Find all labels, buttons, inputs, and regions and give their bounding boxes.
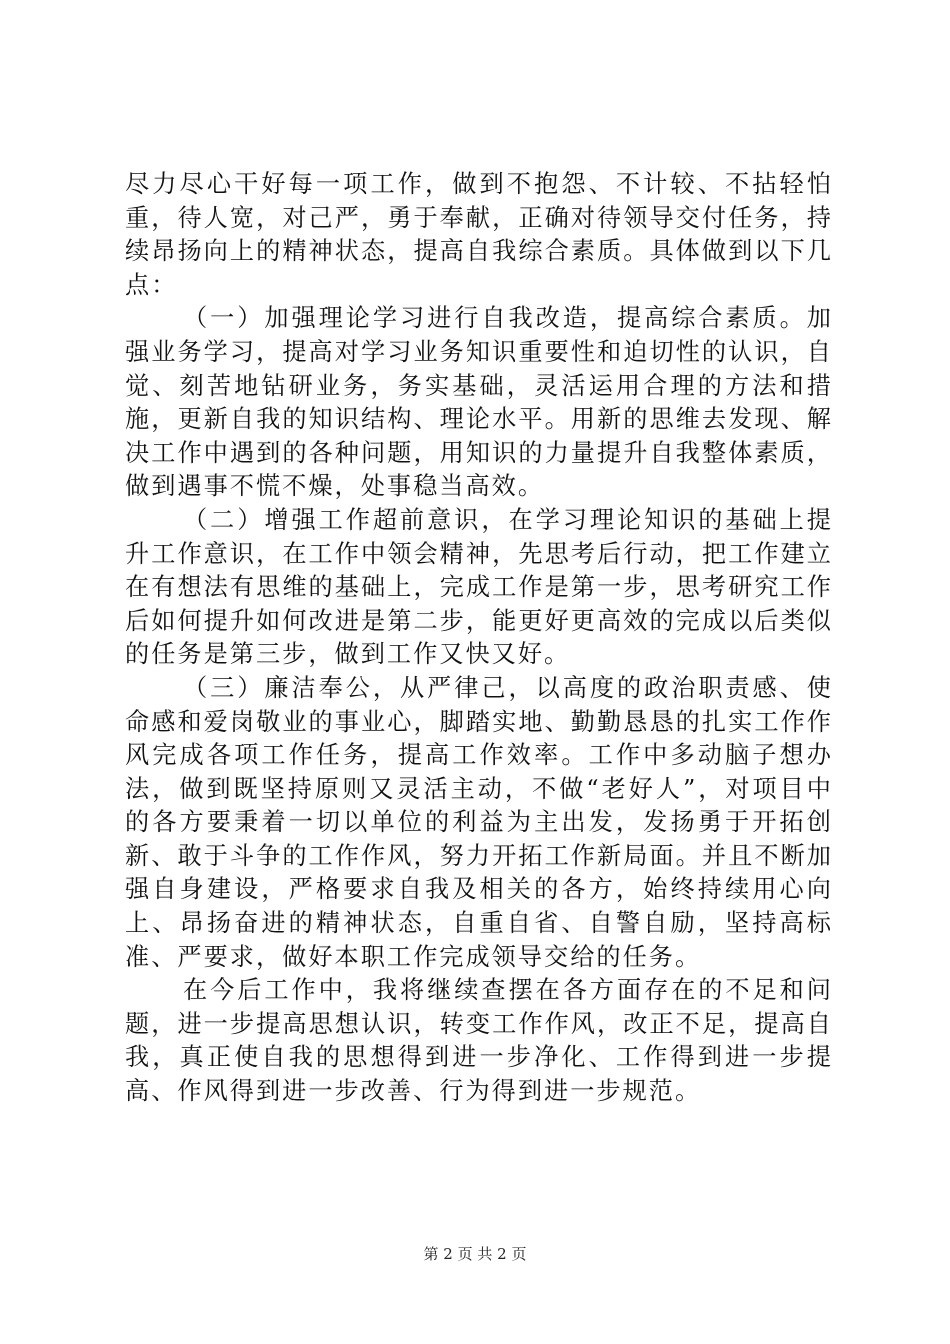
paragraph-item-2: （二）增强工作超前意识，在学习理论知识的基础上提升工作意识，在工作中领会精神，先思考后行动，把工作建立在有想法有思维的基础上，完成工作是第一步，思考研究工作后如何提升如何改进是第二步，能更好更高效的完成以后类似的任务是第三步，做到工作又快又好。 [125,505,833,669]
document-body [125,168,833,1109]
paragraph-conclusion: 在今后工作中，我将继续查摆在各方面存在的不足和问题，进一步提高思想认识，转变工作作风，改正不足，提高自我，真正使自我的思想得到进一步净化、工作得到进一步提高、作风得到进一步改善、行为得到进一步规范。 [125,976,833,1106]
paragraph-continuation: 尽力尽心干好每一项工作，做到不抱怨、不计较、不拈轻怕重，待人宽，对己严，勇于奉献，正确对待领导交付任务，持续昂扬向上的精神状态，提高自我综合素质。具体做到以下几点： [125,170,833,299]
page-footer [0,1244,950,1264]
paragraph-item-3: （三）廉洁奉公，从严律己，以高度的政治职责感、使命感和爱岗敬业的事业心，脚踏实地、勤勤恳恳的扎实工作作风完成各项工作任务，提高工作效率。工作中多动脑子想办法，做到既坚持原则又灵活主动，不做“老好人”，对项目中的各方要秉着一切以单位的利益为主出发，发扬勇于开拓创新、敢于斗争的工作作风，努力开拓工作新局面。并且不断加强自身建设，严格要求自我及相关的各方，始终持续用心向上、昂扬奋进的精神状态，自重自省、自警自励，坚持高标准、严要求，做好本职工作完成领导交给的任务。 [125,673,833,971]
page-number-label: 第 2 页 共 2 页 [423,1245,527,1263]
paragraph-item-1: （一）加强理论学习进行自我改造，提高综合素质。加强业务学习，提高对学习业务知识重要性和迫切性的认识，自觉、刻苦地钻研业务，务实基础，灵活运用合理的方法和措施，更新自我的知识结构、理论水平。用新的思维去发现、解决工作中遇到的各种问题，用知识的力量提升自我整体素质，做到遇事不慌不燥，处事稳当高效。 [125,304,833,501]
